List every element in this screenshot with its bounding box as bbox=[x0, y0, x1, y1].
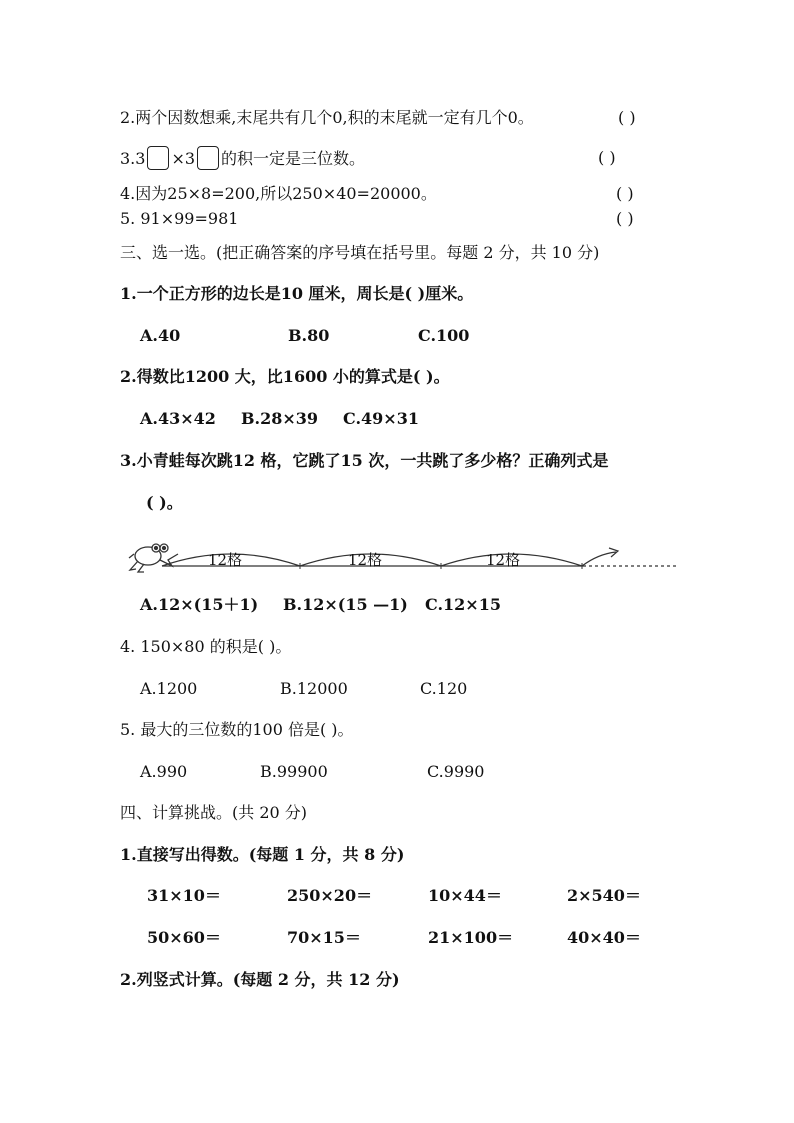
option-b: B.12000 bbox=[280, 679, 348, 698]
calc-item: 250×20＝ bbox=[287, 886, 373, 905]
section3-title: 三、选一选。(把正确答案的序号填在括号里。每题 2 分，共 10 分) bbox=[120, 243, 600, 262]
option-c: C.12×15 bbox=[425, 595, 501, 614]
option-a: A.40 bbox=[140, 326, 181, 345]
s3-q2: 2.得数比1200 大，比1600 小的算式是( )。 bbox=[120, 367, 450, 386]
judge-q3-prefix: 3.3 bbox=[120, 149, 146, 168]
answer-paren: ( ) bbox=[598, 148, 616, 167]
judge-q3-suffix: 的积一定是三位数。 bbox=[221, 149, 366, 168]
s3-q4: 4. 150×80 的积是( )。 bbox=[120, 637, 292, 656]
s3-q3-paren: ( )。 bbox=[146, 493, 183, 512]
answer-paren: ( ) bbox=[616, 184, 634, 203]
blank-box bbox=[147, 146, 169, 170]
answer-paren: ( ) bbox=[616, 209, 634, 228]
section4-title: 四、计算挑战。(共 20 分) bbox=[120, 803, 308, 822]
s4-sub2: 2.列竖式计算。(每题 2 分，共 12 分) bbox=[120, 970, 400, 989]
jump-label: 12格 bbox=[348, 551, 383, 569]
answer-paren: ( ) bbox=[618, 108, 636, 127]
judge-q4: 4.因为25×8=200,所以250×40=20000。 bbox=[120, 184, 437, 203]
jump-label: 12格 bbox=[486, 551, 521, 569]
option-b: B.12×(15 —1) bbox=[283, 595, 408, 614]
option-b: B.99900 bbox=[260, 762, 328, 781]
s3-q3: 3.小青蛙每次跳12 格，它跳了15 次，一共跳了多少格？正确列式是 bbox=[120, 451, 609, 470]
frog-jump-diagram bbox=[128, 536, 678, 584]
frog-icon bbox=[129, 544, 178, 572]
s3-q1: 1.一个正方形的边长是10 厘米，周长是( )厘米。 bbox=[120, 284, 474, 303]
calc-item: 31×10＝ bbox=[147, 886, 221, 905]
calc-item: 2×540＝ bbox=[567, 886, 641, 905]
option-a: A.990 bbox=[140, 762, 188, 781]
calc-item: 10×44＝ bbox=[428, 886, 502, 905]
option-a: A.1200 bbox=[140, 679, 198, 698]
judge-q3 bbox=[120, 146, 365, 170]
option-c: C.100 bbox=[418, 326, 470, 345]
judge-q5: 5. 91×99=981 bbox=[120, 209, 239, 228]
blank-box bbox=[197, 146, 219, 170]
option-c: C.49×31 bbox=[343, 409, 419, 428]
option-c: C.120 bbox=[420, 679, 468, 698]
option-b: B.80 bbox=[288, 326, 330, 345]
calc-item: 21×100＝ bbox=[428, 928, 514, 947]
calc-item: 70×15＝ bbox=[287, 928, 361, 947]
option-a: A.12×(15＋1) bbox=[140, 595, 259, 614]
s3-q5: 5. 最大的三位数的100 倍是( )。 bbox=[120, 720, 354, 739]
calc-item: 50×60＝ bbox=[147, 928, 221, 947]
calc-item: 40×40＝ bbox=[567, 928, 641, 947]
option-b: B.28×39 bbox=[241, 409, 319, 428]
s4-sub1: 1.直接写出得数。(每题 1 分，共 8 分) bbox=[120, 845, 405, 864]
option-a: A.43×42 bbox=[140, 409, 216, 428]
option-c: C.9990 bbox=[427, 762, 485, 781]
judge-q3-mid: ×3 bbox=[171, 149, 196, 168]
judge-q2: 2.两个因数想乘,末尾共有几个0,积的末尾就一定有几个0。 bbox=[120, 108, 534, 127]
jump-label: 12格 bbox=[208, 551, 243, 569]
